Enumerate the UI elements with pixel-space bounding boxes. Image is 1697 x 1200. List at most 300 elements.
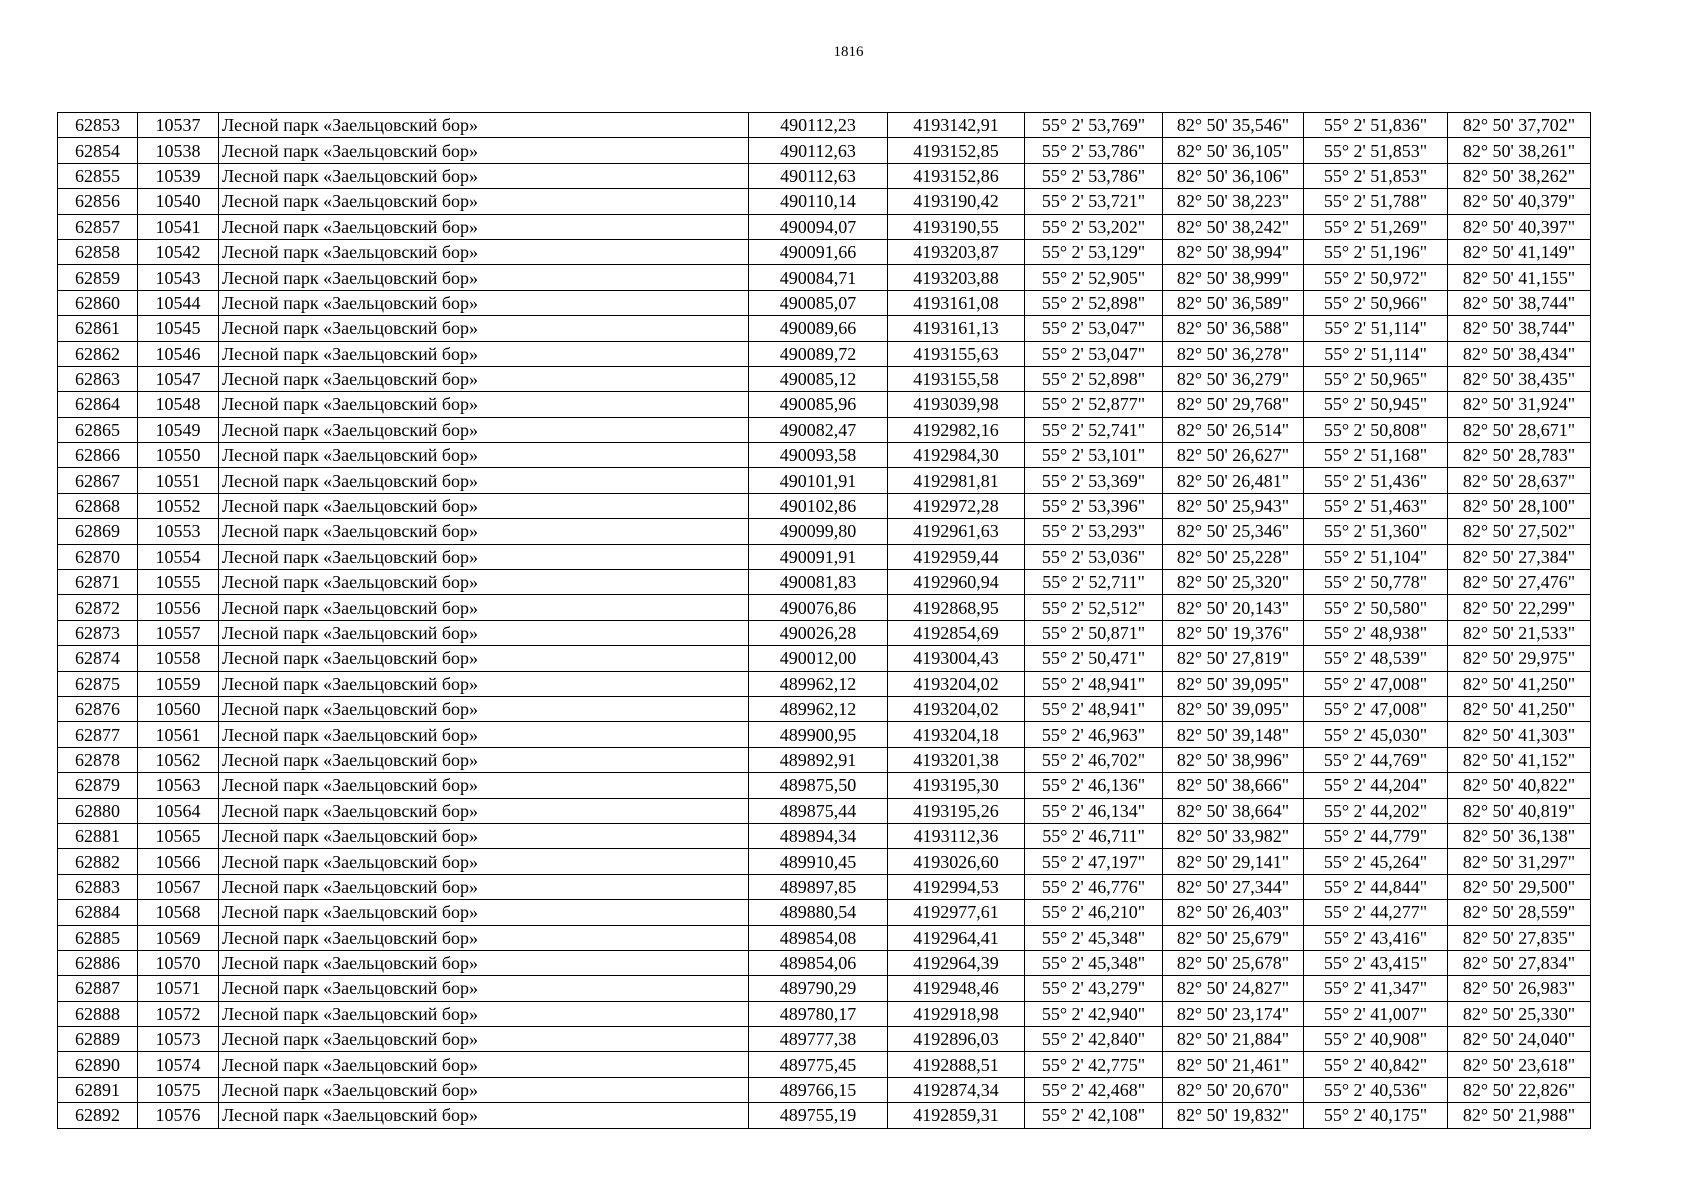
row-id-cell: 62868	[58, 493, 138, 518]
latitude-2-cell: 55° 2' 51,168"	[1304, 443, 1448, 468]
longitude-1-cell: 82° 50' 21,884"	[1163, 1027, 1304, 1052]
x-coordinate-cell: 490110,14	[749, 189, 888, 214]
object-name-cell: Лесной парк «Заельцовский бор»	[219, 214, 749, 239]
object-name-cell: Лесной парк «Заельцовский бор»	[219, 519, 749, 544]
row-id-cell: 62866	[58, 443, 138, 468]
longitude-1-cell: 82° 50' 36,105"	[1163, 138, 1304, 163]
latitude-1-cell: 55° 2' 53,293"	[1025, 519, 1163, 544]
x-coordinate-cell: 490082,47	[749, 417, 888, 442]
point-number-cell: 10545	[138, 316, 219, 341]
point-number-cell: 10551	[138, 468, 219, 493]
object-name-cell: Лесной парк «Заельцовский бор»	[219, 747, 749, 772]
y-coordinate-cell: 4193026,60	[888, 849, 1025, 874]
object-name-cell: Лесной парк «Заельцовский бор»	[219, 316, 749, 341]
point-number-cell: 10552	[138, 493, 219, 518]
latitude-1-cell: 55° 2' 50,471"	[1025, 646, 1163, 671]
row-id-cell: 62891	[58, 1077, 138, 1102]
table-row	[58, 823, 1591, 848]
table-row	[58, 874, 1591, 899]
latitude-1-cell: 55° 2' 53,101"	[1025, 443, 1163, 468]
latitude-1-cell: 55° 2' 53,369"	[1025, 468, 1163, 493]
longitude-1-cell: 82° 50' 21,461"	[1163, 1052, 1304, 1077]
object-name-cell: Лесной парк «Заельцовский бор»	[219, 950, 749, 975]
point-number-cell: 10548	[138, 392, 219, 417]
table-row	[58, 1001, 1591, 1026]
object-name-cell: Лесной парк «Заельцовский бор»	[219, 773, 749, 798]
longitude-2-cell: 82° 50' 29,975"	[1448, 646, 1591, 671]
point-number-cell: 10558	[138, 646, 219, 671]
table-row	[58, 620, 1591, 645]
x-coordinate-cell: 490085,07	[749, 290, 888, 315]
object-name-cell: Лесной парк «Заельцовский бор»	[219, 544, 749, 569]
y-coordinate-cell: 4193201,38	[888, 747, 1025, 772]
y-coordinate-cell: 4193204,02	[888, 696, 1025, 721]
x-coordinate-cell: 489790,29	[749, 976, 888, 1001]
longitude-1-cell: 82° 50' 26,481"	[1163, 468, 1304, 493]
longitude-1-cell: 82° 50' 36,279"	[1163, 366, 1304, 391]
row-id-cell: 62887	[58, 976, 138, 1001]
row-id-cell: 62885	[58, 925, 138, 950]
longitude-1-cell: 82° 50' 38,242"	[1163, 214, 1304, 239]
object-name-cell: Лесной парк «Заельцовский бор»	[219, 392, 749, 417]
latitude-2-cell: 55° 2' 43,415"	[1304, 950, 1448, 975]
longitude-2-cell: 82° 50' 41,250"	[1448, 671, 1591, 696]
longitude-2-cell: 82° 50' 31,297"	[1448, 849, 1591, 874]
object-name-cell: Лесной парк «Заельцовский бор»	[219, 189, 749, 214]
table-row	[58, 1103, 1591, 1128]
longitude-2-cell: 82° 50' 40,379"	[1448, 189, 1591, 214]
x-coordinate-cell: 490091,91	[749, 544, 888, 569]
y-coordinate-cell: 4193161,08	[888, 290, 1025, 315]
object-name-cell: Лесной парк «Заельцовский бор»	[219, 113, 749, 138]
latitude-2-cell: 55° 2' 51,853"	[1304, 163, 1448, 188]
x-coordinate-cell: 489894,34	[749, 823, 888, 848]
x-coordinate-cell: 489854,08	[749, 925, 888, 950]
point-number-cell: 10561	[138, 722, 219, 747]
longitude-1-cell: 82° 50' 36,588"	[1163, 316, 1304, 341]
longitude-1-cell: 82° 50' 38,996"	[1163, 747, 1304, 772]
longitude-1-cell: 82° 50' 38,666"	[1163, 773, 1304, 798]
latitude-2-cell: 55° 2' 51,269"	[1304, 214, 1448, 239]
latitude-2-cell: 55° 2' 51,853"	[1304, 138, 1448, 163]
object-name-cell: Лесной парк «Заельцовский бор»	[219, 366, 749, 391]
table-row	[58, 747, 1591, 772]
latitude-2-cell: 55° 2' 44,202"	[1304, 798, 1448, 823]
longitude-2-cell: 82° 50' 27,502"	[1448, 519, 1591, 544]
longitude-1-cell: 82° 50' 25,346"	[1163, 519, 1304, 544]
longitude-2-cell: 82° 50' 28,671"	[1448, 417, 1591, 442]
table-row	[58, 1052, 1591, 1077]
latitude-1-cell: 55° 2' 42,840"	[1025, 1027, 1163, 1052]
point-number-cell: 10555	[138, 570, 219, 595]
x-coordinate-cell: 490085,12	[749, 366, 888, 391]
object-name-cell: Лесной парк «Заельцовский бор»	[219, 696, 749, 721]
latitude-2-cell: 55° 2' 51,196"	[1304, 239, 1448, 264]
object-name-cell: Лесной парк «Заельцовский бор»	[219, 722, 749, 747]
longitude-2-cell: 82° 50' 36,138"	[1448, 823, 1591, 848]
point-number-cell: 10559	[138, 671, 219, 696]
point-number-cell: 10563	[138, 773, 219, 798]
point-number-cell: 10571	[138, 976, 219, 1001]
latitude-1-cell: 55° 2' 46,136"	[1025, 773, 1163, 798]
x-coordinate-cell: 490012,00	[749, 646, 888, 671]
x-coordinate-cell: 489780,17	[749, 1001, 888, 1026]
latitude-2-cell: 55° 2' 43,416"	[1304, 925, 1448, 950]
point-number-cell: 10573	[138, 1027, 219, 1052]
latitude-2-cell: 55° 2' 50,808"	[1304, 417, 1448, 442]
row-id-cell: 62853	[58, 113, 138, 138]
point-number-cell: 10546	[138, 341, 219, 366]
longitude-2-cell: 82° 50' 22,826"	[1448, 1077, 1591, 1102]
longitude-2-cell: 82° 50' 28,637"	[1448, 468, 1591, 493]
x-coordinate-cell: 490084,71	[749, 265, 888, 290]
latitude-2-cell: 55° 2' 51,436"	[1304, 468, 1448, 493]
latitude-1-cell: 55° 2' 53,396"	[1025, 493, 1163, 518]
point-number-cell: 10575	[138, 1077, 219, 1102]
latitude-1-cell: 55° 2' 53,769"	[1025, 113, 1163, 138]
latitude-1-cell: 55° 2' 42,108"	[1025, 1103, 1163, 1128]
object-name-cell: Лесной парк «Заельцовский бор»	[219, 1077, 749, 1102]
latitude-1-cell: 55° 2' 42,468"	[1025, 1077, 1163, 1102]
longitude-2-cell: 82° 50' 31,924"	[1448, 392, 1591, 417]
latitude-2-cell: 55° 2' 50,778"	[1304, 570, 1448, 595]
x-coordinate-cell: 489962,12	[749, 696, 888, 721]
latitude-1-cell: 55° 2' 48,941"	[1025, 696, 1163, 721]
longitude-2-cell: 82° 50' 38,434"	[1448, 341, 1591, 366]
latitude-1-cell: 55° 2' 52,711"	[1025, 570, 1163, 595]
y-coordinate-cell: 4192961,63	[888, 519, 1025, 544]
y-coordinate-cell: 4192959,44	[888, 544, 1025, 569]
row-id-cell: 62873	[58, 620, 138, 645]
x-coordinate-cell: 490112,63	[749, 138, 888, 163]
latitude-1-cell: 55° 2' 42,775"	[1025, 1052, 1163, 1077]
longitude-2-cell: 82° 50' 25,330"	[1448, 1001, 1591, 1026]
x-coordinate-cell: 490094,07	[749, 214, 888, 239]
x-coordinate-cell: 489766,15	[749, 1077, 888, 1102]
longitude-2-cell: 82° 50' 27,834"	[1448, 950, 1591, 975]
latitude-1-cell: 55° 2' 52,877"	[1025, 392, 1163, 417]
point-number-cell: 10554	[138, 544, 219, 569]
point-number-cell: 10542	[138, 239, 219, 264]
object-name-cell: Лесной парк «Заельцовский бор»	[219, 1027, 749, 1052]
longitude-2-cell: 82° 50' 23,618"	[1448, 1052, 1591, 1077]
longitude-2-cell: 82° 50' 28,783"	[1448, 443, 1591, 468]
table-row	[58, 417, 1591, 442]
longitude-1-cell: 82° 50' 36,106"	[1163, 163, 1304, 188]
point-number-cell: 10550	[138, 443, 219, 468]
longitude-2-cell: 82° 50' 40,822"	[1448, 773, 1591, 798]
object-name-cell: Лесной парк «Заельцовский бор»	[219, 1052, 749, 1077]
row-id-cell: 62865	[58, 417, 138, 442]
object-name-cell: Лесной парк «Заельцовский бор»	[219, 1001, 749, 1026]
row-id-cell: 62856	[58, 189, 138, 214]
object-name-cell: Лесной парк «Заельцовский бор»	[219, 900, 749, 925]
y-coordinate-cell: 4193195,30	[888, 773, 1025, 798]
x-coordinate-cell: 489854,06	[749, 950, 888, 975]
latitude-1-cell: 55° 2' 53,786"	[1025, 138, 1163, 163]
point-number-cell: 10570	[138, 950, 219, 975]
point-number-cell: 10537	[138, 113, 219, 138]
longitude-2-cell: 82° 50' 27,476"	[1448, 570, 1591, 595]
latitude-1-cell: 55° 2' 47,197"	[1025, 849, 1163, 874]
longitude-2-cell: 82° 50' 26,983"	[1448, 976, 1591, 1001]
point-number-cell: 10574	[138, 1052, 219, 1077]
longitude-2-cell: 82° 50' 21,988"	[1448, 1103, 1591, 1128]
longitude-2-cell: 82° 50' 38,261"	[1448, 138, 1591, 163]
y-coordinate-cell: 4192918,98	[888, 1001, 1025, 1026]
y-coordinate-cell: 4192977,61	[888, 900, 1025, 925]
x-coordinate-cell: 489775,45	[749, 1052, 888, 1077]
latitude-2-cell: 55° 2' 48,938"	[1304, 620, 1448, 645]
longitude-2-cell: 82° 50' 38,744"	[1448, 290, 1591, 315]
latitude-2-cell: 55° 2' 51,114"	[1304, 341, 1448, 366]
y-coordinate-cell: 4192982,16	[888, 417, 1025, 442]
latitude-2-cell: 55° 2' 47,008"	[1304, 696, 1448, 721]
longitude-1-cell: 82° 50' 19,376"	[1163, 620, 1304, 645]
table-row	[58, 189, 1591, 214]
table-row	[58, 493, 1591, 518]
row-id-cell: 62886	[58, 950, 138, 975]
latitude-2-cell: 55° 2' 47,008"	[1304, 671, 1448, 696]
row-id-cell: 62863	[58, 366, 138, 391]
object-name-cell: Лесной парк «Заельцовский бор»	[219, 976, 749, 1001]
object-name-cell: Лесной парк «Заельцовский бор»	[219, 874, 749, 899]
table-row	[58, 646, 1591, 671]
latitude-2-cell: 55° 2' 50,972"	[1304, 265, 1448, 290]
row-id-cell: 62871	[58, 570, 138, 595]
longitude-1-cell: 82° 50' 26,514"	[1163, 417, 1304, 442]
table-row	[58, 925, 1591, 950]
point-number-cell: 10565	[138, 823, 219, 848]
longitude-2-cell: 82° 50' 40,819"	[1448, 798, 1591, 823]
table-row	[58, 163, 1591, 188]
longitude-1-cell: 82° 50' 25,320"	[1163, 570, 1304, 595]
longitude-1-cell: 82° 50' 33,982"	[1163, 823, 1304, 848]
coordinates-table	[57, 112, 1591, 1129]
x-coordinate-cell: 489892,91	[749, 747, 888, 772]
point-number-cell: 10543	[138, 265, 219, 290]
latitude-2-cell: 55° 2' 44,844"	[1304, 874, 1448, 899]
object-name-cell: Лесной парк «Заельцовский бор»	[219, 468, 749, 493]
row-id-cell: 62874	[58, 646, 138, 671]
object-name-cell: Лесной парк «Заельцовский бор»	[219, 290, 749, 315]
longitude-1-cell: 82° 50' 39,148"	[1163, 722, 1304, 747]
latitude-1-cell: 55° 2' 46,702"	[1025, 747, 1163, 772]
object-name-cell: Лесной парк «Заельцовский бор»	[219, 620, 749, 645]
longitude-1-cell: 82° 50' 20,670"	[1163, 1077, 1304, 1102]
row-id-cell: 62876	[58, 696, 138, 721]
x-coordinate-cell: 490112,63	[749, 163, 888, 188]
y-coordinate-cell: 4192964,39	[888, 950, 1025, 975]
longitude-1-cell: 82° 50' 39,095"	[1163, 696, 1304, 721]
y-coordinate-cell: 4192896,03	[888, 1027, 1025, 1052]
latitude-2-cell: 55° 2' 41,007"	[1304, 1001, 1448, 1026]
longitude-1-cell: 82° 50' 23,174"	[1163, 1001, 1304, 1026]
latitude-1-cell: 55° 2' 53,721"	[1025, 189, 1163, 214]
latitude-2-cell: 55° 2' 45,030"	[1304, 722, 1448, 747]
y-coordinate-cell: 4193155,58	[888, 366, 1025, 391]
y-coordinate-cell: 4193204,18	[888, 722, 1025, 747]
longitude-2-cell: 82° 50' 29,500"	[1448, 874, 1591, 899]
table-row	[58, 468, 1591, 493]
longitude-1-cell: 82° 50' 29,141"	[1163, 849, 1304, 874]
latitude-2-cell: 55° 2' 48,539"	[1304, 646, 1448, 671]
latitude-2-cell: 55° 2' 40,908"	[1304, 1027, 1448, 1052]
longitude-1-cell: 82° 50' 26,403"	[1163, 900, 1304, 925]
y-coordinate-cell: 4192981,81	[888, 468, 1025, 493]
y-coordinate-cell: 4193152,86	[888, 163, 1025, 188]
x-coordinate-cell: 490099,80	[749, 519, 888, 544]
latitude-2-cell: 55° 2' 44,779"	[1304, 823, 1448, 848]
point-number-cell: 10572	[138, 1001, 219, 1026]
y-coordinate-cell: 4193204,02	[888, 671, 1025, 696]
longitude-2-cell: 82° 50' 28,559"	[1448, 900, 1591, 925]
row-id-cell: 62860	[58, 290, 138, 315]
x-coordinate-cell: 490093,58	[749, 443, 888, 468]
latitude-1-cell: 55° 2' 50,871"	[1025, 620, 1163, 645]
latitude-2-cell: 55° 2' 51,836"	[1304, 113, 1448, 138]
y-coordinate-cell: 4193190,42	[888, 189, 1025, 214]
x-coordinate-cell: 489875,44	[749, 798, 888, 823]
longitude-1-cell: 82° 50' 27,819"	[1163, 646, 1304, 671]
x-coordinate-cell: 489777,38	[749, 1027, 888, 1052]
row-id-cell: 62892	[58, 1103, 138, 1128]
table-row	[58, 595, 1591, 620]
latitude-1-cell: 55° 2' 45,348"	[1025, 950, 1163, 975]
point-number-cell: 10569	[138, 925, 219, 950]
table-row	[58, 366, 1591, 391]
longitude-1-cell: 82° 50' 24,827"	[1163, 976, 1304, 1001]
latitude-1-cell: 55° 2' 52,512"	[1025, 595, 1163, 620]
row-id-cell: 62880	[58, 798, 138, 823]
latitude-1-cell: 55° 2' 45,348"	[1025, 925, 1163, 950]
latitude-1-cell: 55° 2' 52,905"	[1025, 265, 1163, 290]
object-name-cell: Лесной парк «Заельцовский бор»	[219, 570, 749, 595]
y-coordinate-cell: 4193203,88	[888, 265, 1025, 290]
longitude-2-cell: 82° 50' 21,533"	[1448, 620, 1591, 645]
object-name-cell: Лесной парк «Заельцовский бор»	[219, 798, 749, 823]
object-name-cell: Лесной парк «Заельцовский бор»	[219, 417, 749, 442]
longitude-1-cell: 82° 50' 38,664"	[1163, 798, 1304, 823]
y-coordinate-cell: 4193152,85	[888, 138, 1025, 163]
point-number-cell: 10556	[138, 595, 219, 620]
latitude-2-cell: 55° 2' 50,966"	[1304, 290, 1448, 315]
latitude-2-cell: 55° 2' 50,945"	[1304, 392, 1448, 417]
object-name-cell: Лесной парк «Заельцовский бор»	[219, 239, 749, 264]
longitude-2-cell: 82° 50' 28,100"	[1448, 493, 1591, 518]
latitude-1-cell: 55° 2' 48,941"	[1025, 671, 1163, 696]
latitude-1-cell: 55° 2' 46,776"	[1025, 874, 1163, 899]
table-row	[58, 265, 1591, 290]
latitude-2-cell: 55° 2' 51,114"	[1304, 316, 1448, 341]
latitude-2-cell: 55° 2' 44,277"	[1304, 900, 1448, 925]
longitude-2-cell: 82° 50' 40,397"	[1448, 214, 1591, 239]
longitude-1-cell: 82° 50' 25,679"	[1163, 925, 1304, 950]
table-row	[58, 849, 1591, 874]
x-coordinate-cell: 490101,91	[749, 468, 888, 493]
table-row	[58, 570, 1591, 595]
y-coordinate-cell: 4193142,91	[888, 113, 1025, 138]
y-coordinate-cell: 4192960,94	[888, 570, 1025, 595]
point-number-cell: 10564	[138, 798, 219, 823]
x-coordinate-cell: 489897,85	[749, 874, 888, 899]
longitude-2-cell: 82° 50' 22,299"	[1448, 595, 1591, 620]
latitude-1-cell: 55° 2' 52,741"	[1025, 417, 1163, 442]
y-coordinate-cell: 4192984,30	[888, 443, 1025, 468]
latitude-2-cell: 55° 2' 51,104"	[1304, 544, 1448, 569]
row-id-cell: 62875	[58, 671, 138, 696]
latitude-2-cell: 55° 2' 41,347"	[1304, 976, 1448, 1001]
latitude-1-cell: 55° 2' 53,786"	[1025, 163, 1163, 188]
longitude-2-cell: 82° 50' 41,155"	[1448, 265, 1591, 290]
row-id-cell: 62881	[58, 823, 138, 848]
longitude-1-cell: 82° 50' 25,228"	[1163, 544, 1304, 569]
longitude-1-cell: 82° 50' 38,994"	[1163, 239, 1304, 264]
row-id-cell: 62883	[58, 874, 138, 899]
y-coordinate-cell: 4193190,55	[888, 214, 1025, 239]
object-name-cell: Лесной парк «Заельцовский бор»	[219, 163, 749, 188]
row-id-cell: 62890	[58, 1052, 138, 1077]
y-coordinate-cell: 4192854,69	[888, 620, 1025, 645]
longitude-1-cell: 82° 50' 27,344"	[1163, 874, 1304, 899]
row-id-cell: 62858	[58, 239, 138, 264]
latitude-1-cell: 55° 2' 53,129"	[1025, 239, 1163, 264]
table-row	[58, 113, 1591, 138]
x-coordinate-cell: 490089,72	[749, 341, 888, 366]
table-row	[58, 544, 1591, 569]
longitude-1-cell: 82° 50' 35,546"	[1163, 113, 1304, 138]
x-coordinate-cell: 490085,96	[749, 392, 888, 417]
latitude-2-cell: 55° 2' 40,842"	[1304, 1052, 1448, 1077]
point-number-cell: 10549	[138, 417, 219, 442]
y-coordinate-cell: 4192874,34	[888, 1077, 1025, 1102]
longitude-1-cell: 82° 50' 29,768"	[1163, 392, 1304, 417]
latitude-1-cell: 55° 2' 53,036"	[1025, 544, 1163, 569]
point-number-cell: 10557	[138, 620, 219, 645]
table-row	[58, 290, 1591, 315]
latitude-2-cell: 55° 2' 40,536"	[1304, 1077, 1448, 1102]
point-number-cell: 10566	[138, 849, 219, 874]
longitude-1-cell: 82° 50' 25,943"	[1163, 493, 1304, 518]
longitude-2-cell: 82° 50' 41,250"	[1448, 696, 1591, 721]
object-name-cell: Лесной парк «Заельцовский бор»	[219, 925, 749, 950]
longitude-2-cell: 82° 50' 38,435"	[1448, 366, 1591, 391]
point-number-cell: 10576	[138, 1103, 219, 1128]
x-coordinate-cell: 489755,19	[749, 1103, 888, 1128]
x-coordinate-cell: 490076,86	[749, 595, 888, 620]
x-coordinate-cell: 490026,28	[749, 620, 888, 645]
x-coordinate-cell: 489962,12	[749, 671, 888, 696]
row-id-cell: 62888	[58, 1001, 138, 1026]
y-coordinate-cell: 4192964,41	[888, 925, 1025, 950]
latitude-2-cell: 55° 2' 51,360"	[1304, 519, 1448, 544]
point-number-cell: 10541	[138, 214, 219, 239]
x-coordinate-cell: 489910,45	[749, 849, 888, 874]
table-body	[58, 113, 1591, 1129]
row-id-cell: 62877	[58, 722, 138, 747]
x-coordinate-cell: 489875,50	[749, 773, 888, 798]
object-name-cell: Лесной парк «Заельцовский бор»	[219, 265, 749, 290]
latitude-2-cell: 55° 2' 50,580"	[1304, 595, 1448, 620]
row-id-cell: 62861	[58, 316, 138, 341]
latitude-1-cell: 55° 2' 53,047"	[1025, 316, 1163, 341]
longitude-2-cell: 82° 50' 37,702"	[1448, 113, 1591, 138]
x-coordinate-cell: 490089,66	[749, 316, 888, 341]
latitude-1-cell: 55° 2' 52,898"	[1025, 290, 1163, 315]
x-coordinate-cell: 490112,23	[749, 113, 888, 138]
latitude-2-cell: 55° 2' 51,788"	[1304, 189, 1448, 214]
x-coordinate-cell: 489880,54	[749, 900, 888, 925]
